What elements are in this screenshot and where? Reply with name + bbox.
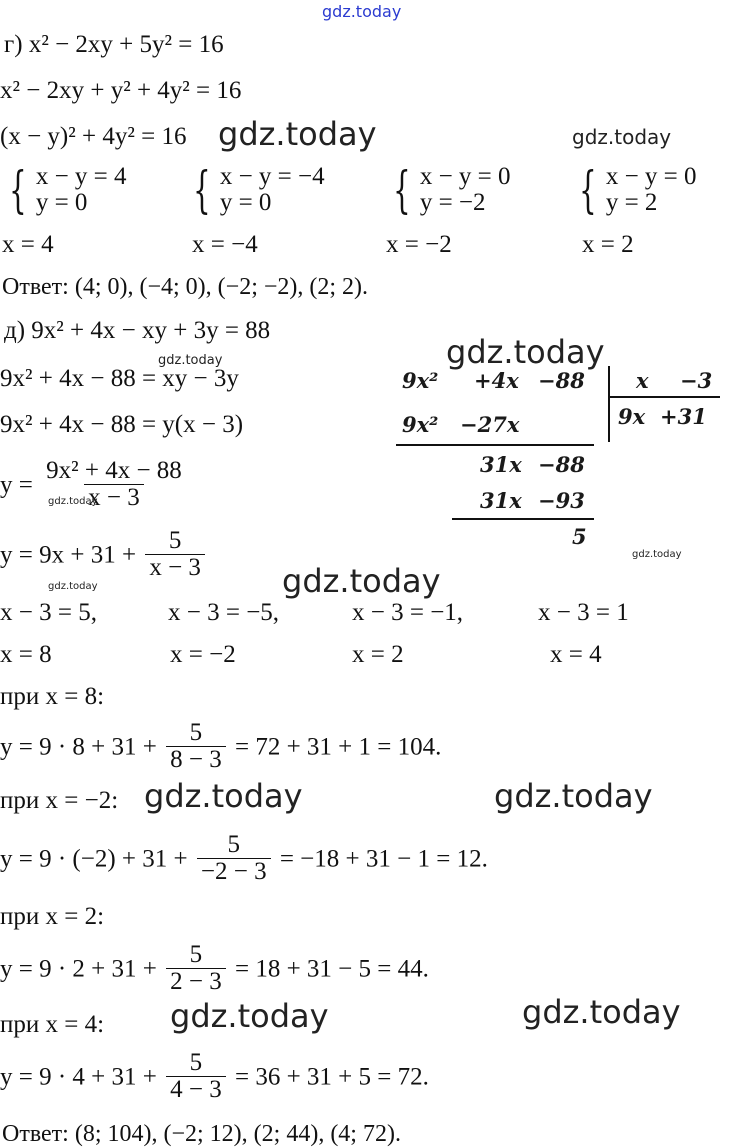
quotient-term-2: +31: [660, 404, 707, 429]
y-fraction-numerator: 9x² + 4x − 88: [46, 457, 182, 484]
part-g-line-3: (x − y)² + 4y² = 16: [0, 123, 187, 150]
long-division: [396, 358, 726, 558]
watermark: gdz.today: [446, 333, 605, 371]
eval-3-fraction: [166, 942, 226, 996]
solution-1: x = 4: [2, 231, 54, 258]
case-1: x − 3 = 5,: [0, 599, 97, 626]
solution-2: x = −4: [192, 231, 258, 258]
watermark: gdz.today: [494, 777, 653, 815]
eval-4-label: при x = 4:: [0, 1011, 105, 1038]
divisor-term-2: −3: [680, 368, 713, 393]
remainder-1-term-2: −88: [538, 452, 585, 477]
quotient-term-1: 9x: [618, 404, 646, 429]
part-d-line-3: 9x² + 4x − 88 = y(x − 3): [0, 411, 244, 438]
subtract-1-term-2: −27x: [460, 412, 520, 437]
eval-1-numerator: 5: [189, 719, 203, 746]
eval-1-denominator: 8 − 3: [166, 746, 226, 773]
system-3: { x − y = 0 y = −2: [393, 161, 511, 220]
system-3-row-2: y = −2: [419, 189, 486, 217]
part-g-line-2: x² − 2xy + y² + 4y² = 16: [0, 77, 242, 104]
watermark: gdz.today: [48, 496, 98, 507]
y-split-numerator: 5: [168, 527, 182, 554]
eval-3-denominator: 2 − 3: [166, 968, 226, 995]
division-bar-vertical: [608, 366, 610, 442]
eval-2-denominator: −2 − 3: [197, 858, 271, 885]
y-split-fraction: [145, 528, 205, 582]
system-2-row-1: x − y = −4: [219, 163, 325, 190]
division-line-2: [452, 518, 594, 520]
case-4: x − 3 = 1: [538, 599, 629, 626]
eval-2-rhs: = −18 + 31 − 1 = 12.: [279, 845, 488, 873]
watermark: gdz.today: [170, 997, 329, 1035]
eval-1-label: при x = 8:: [0, 683, 105, 710]
system-2-row-2: y = 0: [219, 189, 272, 217]
system-1-row-2: y = 0: [35, 189, 88, 217]
division-bar-horizontal: [608, 396, 720, 398]
system-4: { x − y = 0 y = 2: [579, 161, 697, 220]
subtract-1-term-1: 9x²: [402, 412, 439, 437]
eval-1-equation: [0, 720, 441, 774]
eval-4-numerator: 5: [189, 1049, 203, 1076]
subtract-2-term-2: −93: [538, 488, 585, 513]
case-2: x − 3 = −5,: [168, 599, 280, 626]
watermark: gdz.today: [48, 581, 98, 592]
case-solution-2: x = −2: [170, 641, 236, 668]
watermark-top: gdz.today: [322, 2, 402, 21]
y-split-equation: [0, 528, 208, 582]
watermark: gdz.today: [572, 125, 672, 149]
eval-3-equation: [0, 942, 429, 996]
eval-2-label: при x = −2:: [0, 787, 119, 814]
division-line-1: [396, 444, 594, 446]
part-g-line-1: г) x² − 2xy + 5y² = 16: [4, 31, 224, 58]
dividend-term-2: +4x: [474, 368, 519, 393]
eval-3-numerator: 5: [189, 941, 203, 968]
watermark: gdz.today: [158, 353, 223, 368]
watermark: gdz.today: [218, 115, 377, 153]
system-1-row-1: x − y = 4: [35, 163, 127, 190]
eval-1-fraction: [166, 720, 226, 774]
eval-4-fraction: [166, 1050, 226, 1104]
part-d-line-2: 9x² + 4x − 88 = xy − 3y: [0, 365, 239, 392]
y-split-lhs: y = 9x + 31 +: [0, 541, 137, 569]
watermark: gdz.today: [144, 777, 303, 815]
y-split-denominator: x − 3: [145, 554, 205, 581]
system-3-row-1: x − y = 0: [419, 163, 511, 190]
dividend-term-1: 9x²: [402, 368, 439, 393]
watermark: gdz.today: [522, 993, 681, 1031]
remainder-1-term-1: 31x: [480, 452, 522, 477]
divisor-term-1: x: [636, 368, 649, 393]
y-fraction-lhs: y =: [0, 471, 33, 499]
eval-3-lhs: y = 9 · 2 + 31 +: [0, 955, 157, 983]
eval-2-fraction: [197, 832, 271, 886]
eval-3-label: при x = 2:: [0, 903, 105, 930]
case-3: x − 3 = −1,: [352, 599, 464, 626]
system-2: { x − y = −4 y = 0: [193, 161, 325, 220]
part-d-line-1: д) 9x² + 4x − xy + 3y = 88: [4, 317, 271, 344]
system-4-row-1: x − y = 0: [605, 163, 697, 190]
eval-3-rhs: = 18 + 31 − 5 = 44.: [234, 955, 429, 983]
system-4-row-2: y = 2: [605, 189, 658, 217]
eval-1-lhs: y = 9 · 8 + 31 +: [0, 733, 157, 761]
watermark: gdz.today: [632, 549, 682, 560]
case-solution-1: x = 8: [0, 641, 52, 668]
eval-1-rhs: = 72 + 31 + 1 = 104.: [234, 733, 442, 761]
dividend-term-3: −88: [538, 368, 585, 393]
solution-3: x = −2: [386, 231, 452, 258]
system-1: { x − y = 4 y = 0: [9, 161, 127, 220]
answer-g: Ответ: (4; 0), (−4; 0), (−2; −2), (2; 2).: [2, 274, 369, 300]
solution-4: x = 2: [582, 231, 634, 258]
final-remainder: 5: [572, 524, 587, 549]
eval-2-equation: [0, 832, 488, 886]
eval-4-lhs: y = 9 · 4 + 31 +: [0, 1063, 157, 1091]
watermark: gdz.today: [282, 562, 441, 600]
subtract-2-term-1: 31x: [480, 488, 522, 513]
eval-4-denominator: 4 − 3: [166, 1076, 226, 1103]
eval-2-numerator: 5: [227, 831, 240, 858]
answer-d: Ответ: (8; 104), (−2; 12), (2; 44), (4; 72).: [2, 1121, 401, 1147]
case-solution-3: x = 2: [352, 641, 404, 668]
y-fraction-denominator: x − 3: [84, 484, 144, 511]
case-solution-4: x = 4: [550, 641, 602, 668]
eval-4-equation: [0, 1050, 429, 1104]
eval-4-rhs: = 36 + 31 + 5 = 72.: [234, 1063, 429, 1091]
eval-2-lhs: y = 9 · (−2) + 31 +: [0, 845, 188, 873]
